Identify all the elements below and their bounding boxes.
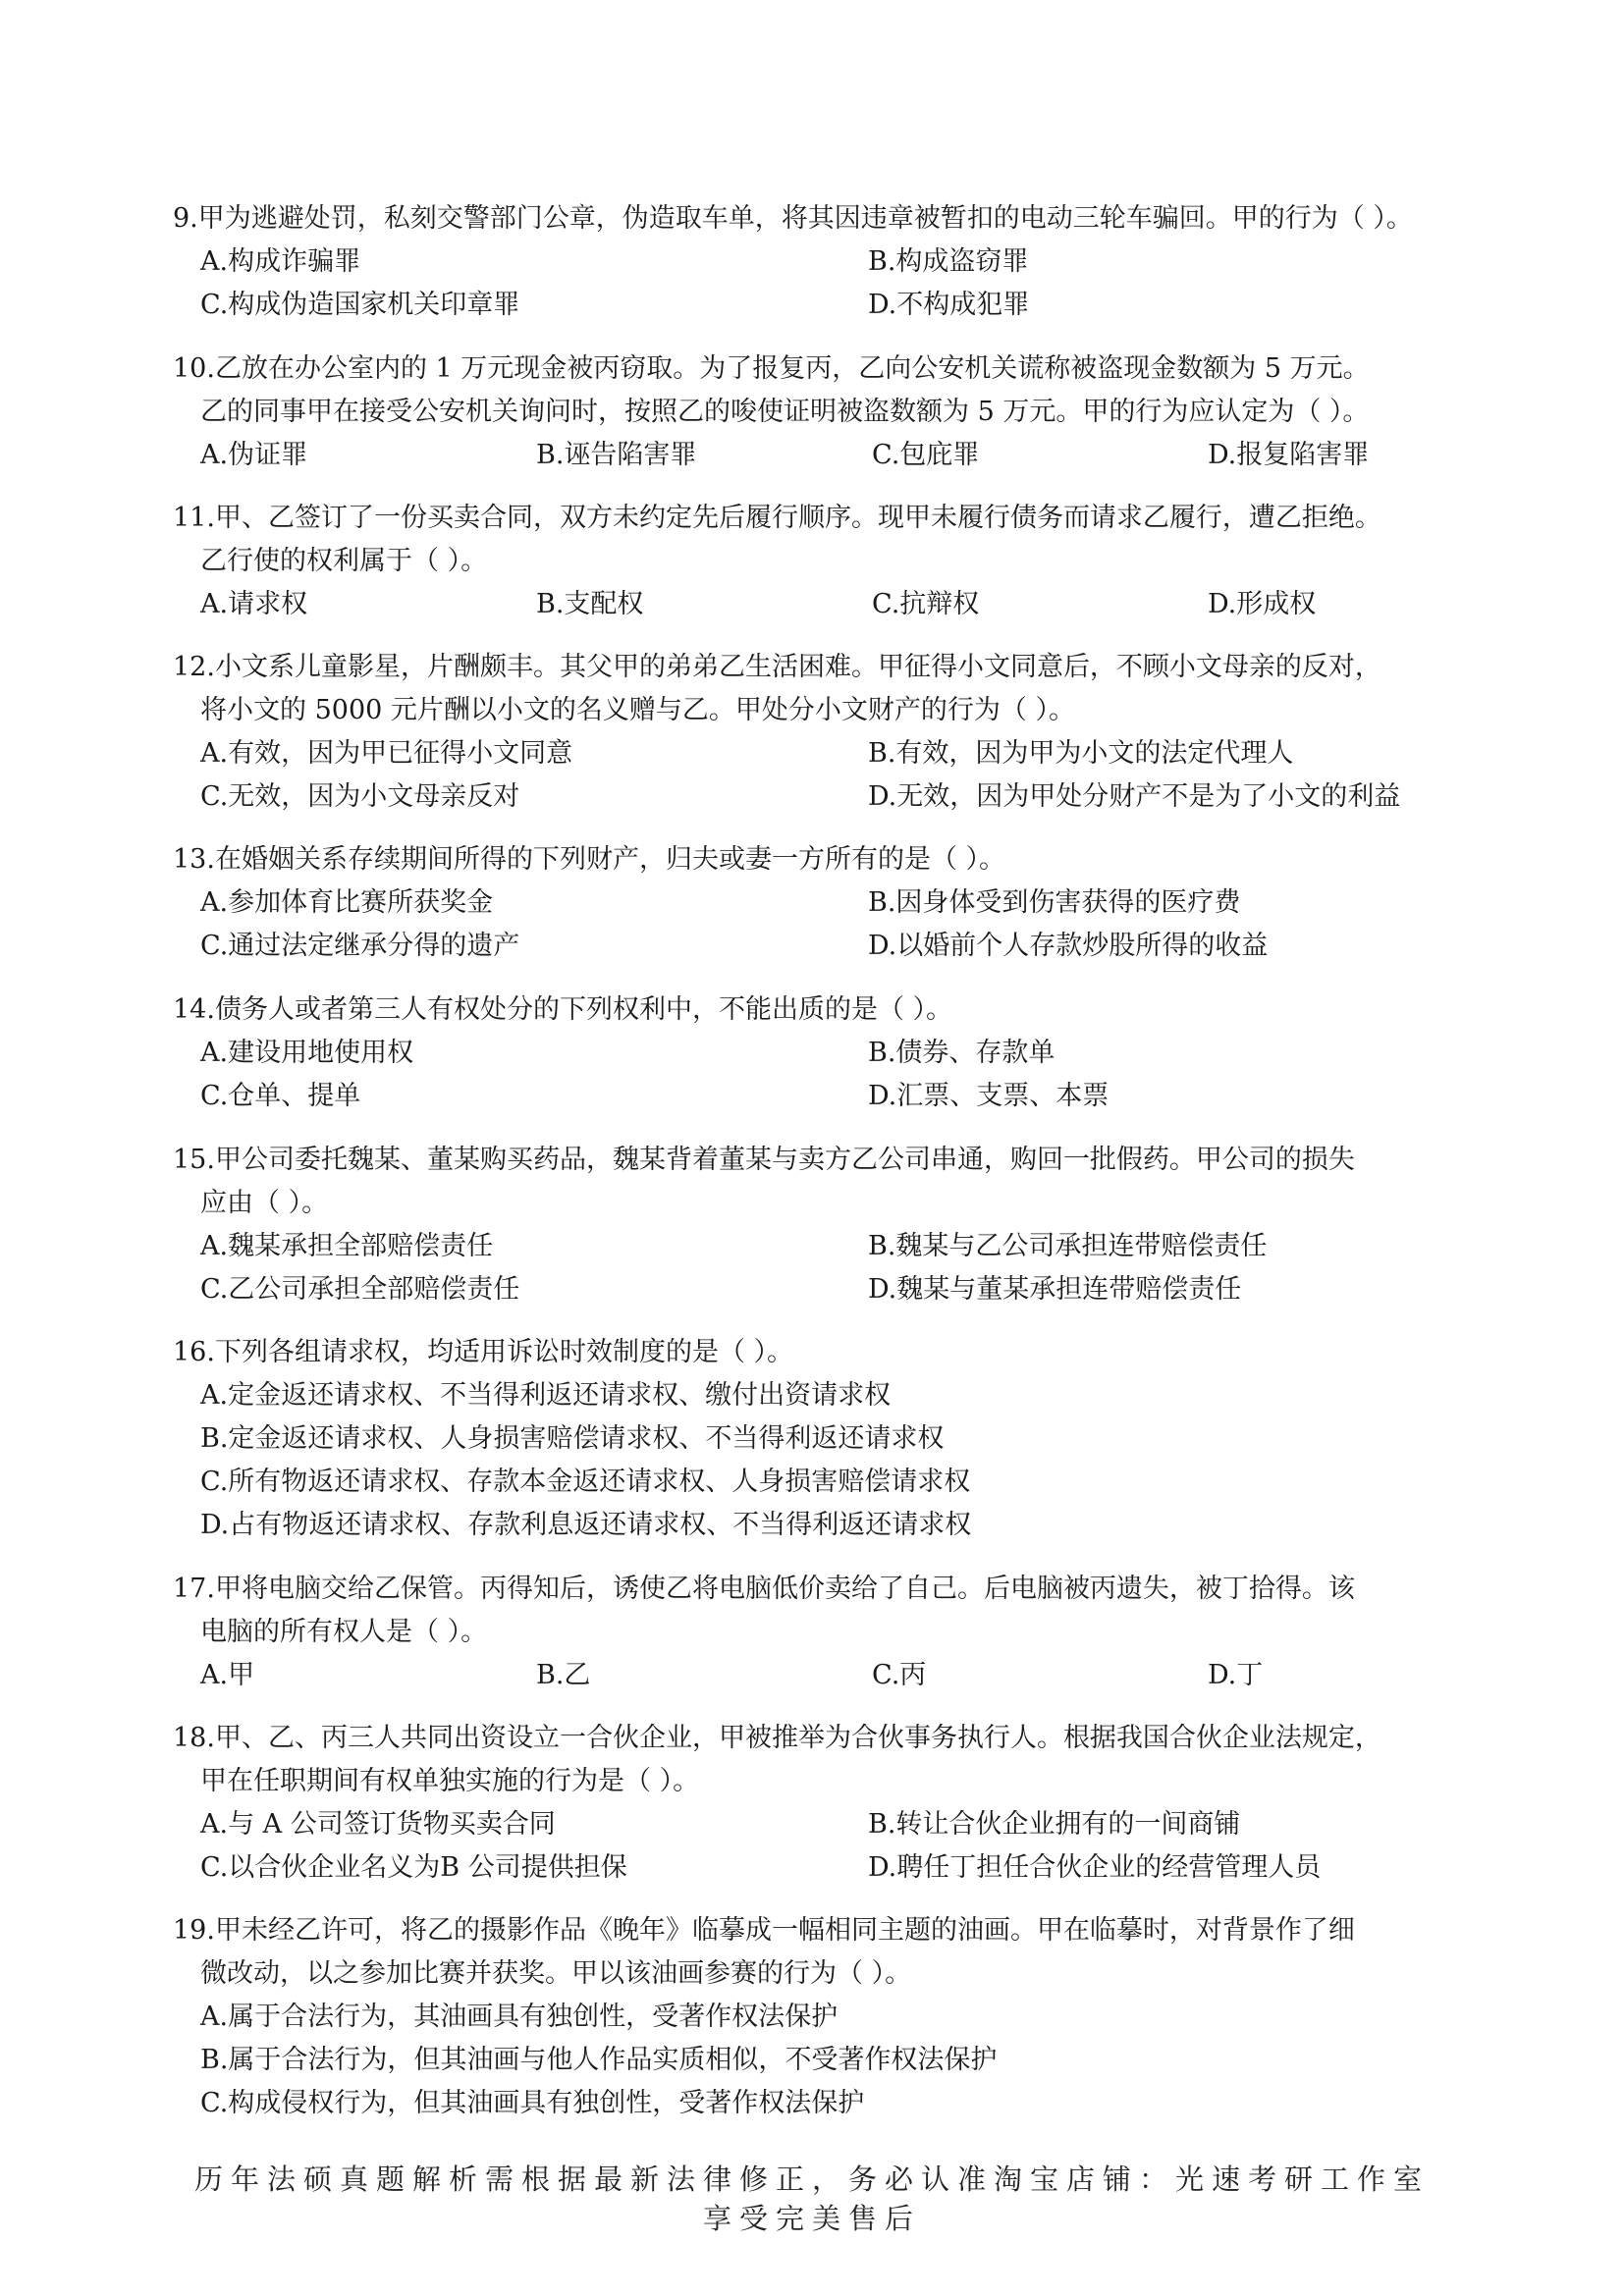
option-d: D.报复陷害罪 [1208,440,1370,470]
option-b: B.转让合伙企业拥有的一间商铺 [868,1809,1241,1840]
question-12 [173,646,1479,819]
question-stem: 10.乙放在办公室内的 1 万元现金被丙窃取。为了报复丙，乙向公安机关谎称被盗现金数额为 5 万元。 [173,353,1370,384]
option-d: D.聘任丁担任合伙企业的经营管理人员 [868,1852,1322,1883]
option-d: D.汇票、支票、本票 [868,1081,1110,1111]
options-group [173,881,1479,968]
option-a: A.构成诈骗罪 [200,246,361,277]
option-a: A.甲 [200,1660,255,1690]
footer-notice [0,2160,1624,2238]
option-d: D.魏某与董某承担连带赔偿责任 [868,1274,1242,1305]
question-stem-continued: 甲在任职期间有权单独实施的行为是（ ）。 [200,1766,700,1796]
question-stem: 12.小文系儿童影星，片酬颇丰。其父甲的弟弟乙生活困难。甲征得小文同意后，不顾小文母亲的反对， [173,652,1381,682]
option-b: B.属于合法行为，但其油画与他人作品实质相似，不受著作权法保护 [200,2045,998,2075]
question-stem: 19.甲未经乙许可，将乙的摄影作品《晚年》临摹成一幅相同主题的油画。甲在临摹时，对背景作了细 [173,1915,1355,1946]
option-d: D.不构成犯罪 [868,290,1030,320]
option-b: B.魏某与乙公司承担连带赔偿责任 [868,1231,1268,1261]
option-c: C.以合伙企业名义为B 公司提供担保 [200,1852,627,1883]
option-c: C.无效，因为小文母亲反对 [200,781,520,812]
options-group [173,583,1479,626]
question-14 [173,988,1479,1118]
option-a: A.有效，因为甲已征得小文同意 [200,738,573,769]
question-stem-continued: 微改动，以之参加比赛并获奖。甲以该油画参赛的行为（ ）。 [200,1958,912,1989]
option-b: B.债券、存款单 [868,1038,1056,1068]
option-c: C.所有物返还请求权、存款本金返还请求权、人身损害赔偿请求权 [200,1467,971,1497]
question-stem-continued: 将小文的 5000 元片酬以小文的名义赠与乙。甲处分小文财产的行为（ ）。 [200,695,1075,725]
question-11 [173,497,1479,626]
options-group [173,1803,1479,1890]
option-a: A.定金返还请求权、不当得利返还请求权、缴付出资请求权 [200,1380,892,1411]
option-b: B.有效，因为甲为小文的法定代理人 [868,738,1294,769]
options-group [173,434,1479,477]
options-group [173,1996,1479,2125]
option-c: C.构成伪造国家机关印章罪 [200,290,520,320]
question-18 [173,1717,1479,1890]
option-d: D.形成权 [1208,589,1317,619]
option-b: B.定金返还请求权、人身损害赔偿请求权、不当得利返还请求权 [200,1423,945,1454]
option-b: B.乙 [536,1660,591,1690]
question-stem: 18.甲、乙、丙三人共同出资设立一合伙企业，甲被推举为合伙事务执行人。根据我国合伙企业法规定， [173,1723,1381,1753]
question-16 [173,1331,1479,1547]
option-d: D.无效，因为甲处分财产不是为了小文的利益 [868,781,1401,812]
option-b: B.因身体受到伤害获得的医疗费 [868,887,1241,918]
option-b: B.诬告陷害罪 [536,440,697,470]
footer-line-1: 历年法硕真题解析需根据最新法律修正，务必认准淘宝店铺：光速考研工作室 [193,2163,1430,2196]
option-c: C.通过法定继承分得的遗产 [200,931,520,961]
option-a: A.魏某承担全部赔偿责任 [200,1231,494,1261]
options-group [173,240,1479,327]
question-10 [173,347,1479,477]
question-9 [173,197,1479,327]
question-stem-continued: 乙的同事甲在接受公安机关询问时，按照乙的唆使证明被盗数额为 5 万元。甲的行为应认定为（ ）。 [200,397,1370,427]
option-d: D.丁 [1208,1660,1264,1690]
option-c: C.丙 [872,1660,927,1690]
question-stem: 14.债务人或者第三人有权处分的下列权利中，不能出质的是（ ）。 [173,994,953,1025]
footer-line-2: 享受完美售后 [702,2202,921,2235]
question-17 [173,1568,1479,1697]
question-stem-continued: 乙行使的权利属于（ ）。 [200,546,488,576]
question-stem: 17.甲将电脑交给乙保管。丙得知后，诱使乙将电脑低价卖给了自己。后电脑被丙遗失，被丁拾得。该 [173,1574,1355,1604]
option-a: A.请求权 [200,589,308,619]
options-group [173,1032,1479,1118]
question-stem-continued: 电脑的所有权人是（ ）。 [200,1617,488,1647]
option-a: A.伪证罪 [200,440,308,470]
question-stem-continued: 应由（ ）。 [200,1188,329,1218]
option-c: C.包庇罪 [872,440,980,470]
option-d: D.占有物返还请求权、存款利息返还请求权、不当得利返还请求权 [200,1510,972,1540]
question-stem: 9.甲为逃避处罚，私刻交警部门公章，伪造取车单，将其因违章被暂扣的电动三轮车骗回。甲的行为（ ）。 [173,203,1413,234]
option-a: A.建设用地使用权 [200,1038,414,1068]
option-a: A.参加体育比赛所获奖金 [200,887,494,918]
option-c: C.构成侵权行为，但其油画具有独创性，受著作权法保护 [200,2088,865,2118]
option-b: B.支配权 [536,589,644,619]
options-group [173,732,1479,819]
option-c: C.抗辩权 [872,589,980,619]
question-15 [173,1139,1479,1311]
option-c: C.乙公司承担全部赔偿责任 [200,1274,520,1305]
question-stem: 11.甲、乙签订了一份买卖合同，双方未约定先后履行顺序。现甲未履行债务而请求乙履行，遭乙拒绝。 [173,503,1381,533]
question-stem: 13.在婚姻关系存续期间所得的下列财产，归夫或妻一方所有的是（ ）。 [173,844,1006,875]
question-stem: 15.甲公司委托魏某、董某购买药品，魏某背着董某与卖方乙公司串通，购回一批假药。甲公司的损失 [173,1145,1355,1175]
option-a: A.属于合法行为，其油画具有独创性，受著作权法保护 [200,2002,839,2032]
question-19 [173,1909,1479,2125]
option-d: D.以婚前个人存款炒股所得的收益 [868,931,1269,961]
option-c: C.仓单、提单 [200,1081,361,1111]
question-13 [173,838,1479,968]
option-a: A.与 A 公司签订货物买卖合同 [200,1809,556,1840]
options-group [173,1654,1479,1697]
options-group [173,1374,1479,1547]
options-group [173,1225,1479,1311]
question-stem: 16.下列各组请求权，均适用诉讼时效制度的是（ ）。 [173,1337,794,1367]
option-b: B.构成盗窃罪 [868,246,1029,277]
